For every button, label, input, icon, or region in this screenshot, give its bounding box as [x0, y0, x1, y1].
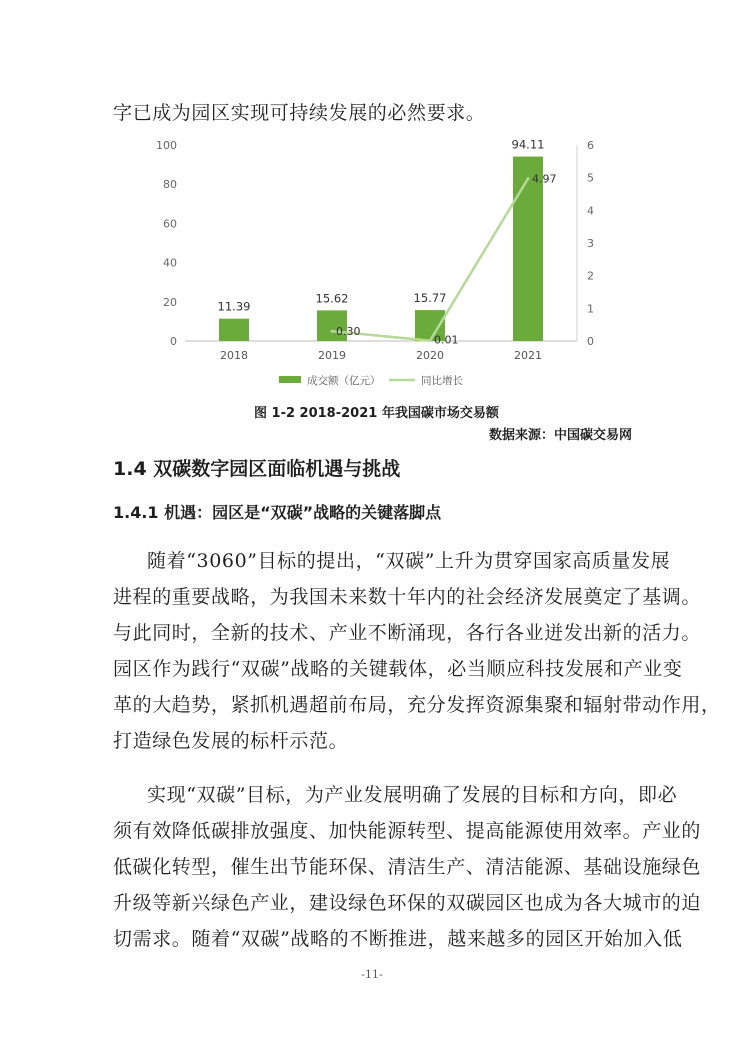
paragraph-line: 革的大趋势，紧抓机遇超前布局，充分发挥资源集聚和辐射带动作用，: [113, 694, 721, 716]
bar: [219, 319, 249, 341]
growth-point: [331, 330, 334, 333]
paragraph-line: 低碳化转型，催生出节能环保、清洁生产、清洁能源、基础设施绿色: [113, 856, 702, 878]
x-tick-label: 2021: [514, 349, 542, 362]
growth-data-label: 4.97: [532, 172, 557, 186]
x-tick-label: 2019: [318, 349, 346, 362]
data-source: 数据来源：中国碳交易网: [488, 428, 632, 443]
paragraph-line: 进程的重要战略，为我国未来数十年内的社会经济发展奠定了基调。: [113, 586, 702, 608]
y-tick-label: 60: [163, 217, 177, 231]
y2-tick-label: 6: [587, 139, 594, 152]
paragraph-line: 须有效降低碳排放强度、加快能源转型、提高能源使用效率。产业的: [113, 820, 702, 842]
legend-line-label: 同比增长: [421, 375, 463, 387]
page-number: -11-: [361, 968, 383, 981]
y2-tick-label: 2: [587, 269, 594, 283]
paragraph-line: 打造绿色发展的标杆示范。: [113, 730, 349, 752]
bar-data-label: 94.11: [511, 137, 545, 152]
legend-bar-swatch: [279, 376, 301, 383]
y-tick-label: 100: [156, 139, 177, 152]
chart: [115, 133, 635, 403]
y2-tick-label: 4: [587, 204, 594, 218]
legend-bar-label: 成交额（亿元）: [307, 375, 381, 387]
bar-data-label: 15.62: [315, 291, 349, 306]
growth-data-label: 0.30: [336, 325, 361, 339]
carbon-market-chart: [115, 133, 635, 403]
y2-tick-label: 0: [587, 335, 594, 348]
y-tick-label: 20: [163, 295, 177, 309]
paragraph-line: 实现“双碳”目标，为产业发展明确了发展的目标和方向，即必: [147, 784, 678, 806]
y2-tick-label: 5: [587, 171, 594, 185]
y2-tick-label: 1: [587, 302, 594, 316]
y-tick-label: 80: [163, 178, 177, 192]
y-tick-label: 40: [163, 256, 177, 270]
x-tick-label: 2018: [220, 349, 248, 362]
paragraph-line: 随着“3060”目标的提出，“双碳”上升为贯穿国家高质量发展: [147, 550, 671, 572]
paragraph-line: 与此同时，全新的技术、产业不断涌现，各行各业迸发出新的活力。: [113, 622, 702, 644]
paragraph-line: 升级等新兴绿色产业，建设绿色环保的双碳园区也成为各大城市的迫: [113, 892, 702, 914]
x-tick-label: 2020: [416, 349, 444, 362]
bar-data-label: 11.39: [217, 299, 251, 314]
growth-point: [429, 339, 432, 342]
paragraph-line: 园区作为践行“双碳”战略的关键载体，必当顺应科技发展和产业变: [113, 658, 683, 680]
top-text-line: 字已成为园区实现可持续发展的必然要求。: [113, 102, 486, 124]
bar-data-label: 15.77: [413, 291, 447, 306]
y2-tick-label: 3: [587, 237, 594, 250]
section-heading: 1.4 双碳数字园区面临机遇与挑战: [113, 458, 401, 480]
growth-point: [527, 177, 530, 180]
growth-data-label: 0.01: [434, 333, 459, 347]
paragraph-line: 切需求。随着“双碳”战略的不断推进，越来越多的园区开始加入低: [113, 928, 683, 950]
subsection-heading: 1.4.1 机遇：园区是“双碳”战略的关键落脚点: [113, 503, 442, 522]
figure-caption: 图 1-2 2018-2021 年我国碳市场交易额: [254, 406, 499, 421]
y-tick-label: 0: [170, 335, 177, 348]
